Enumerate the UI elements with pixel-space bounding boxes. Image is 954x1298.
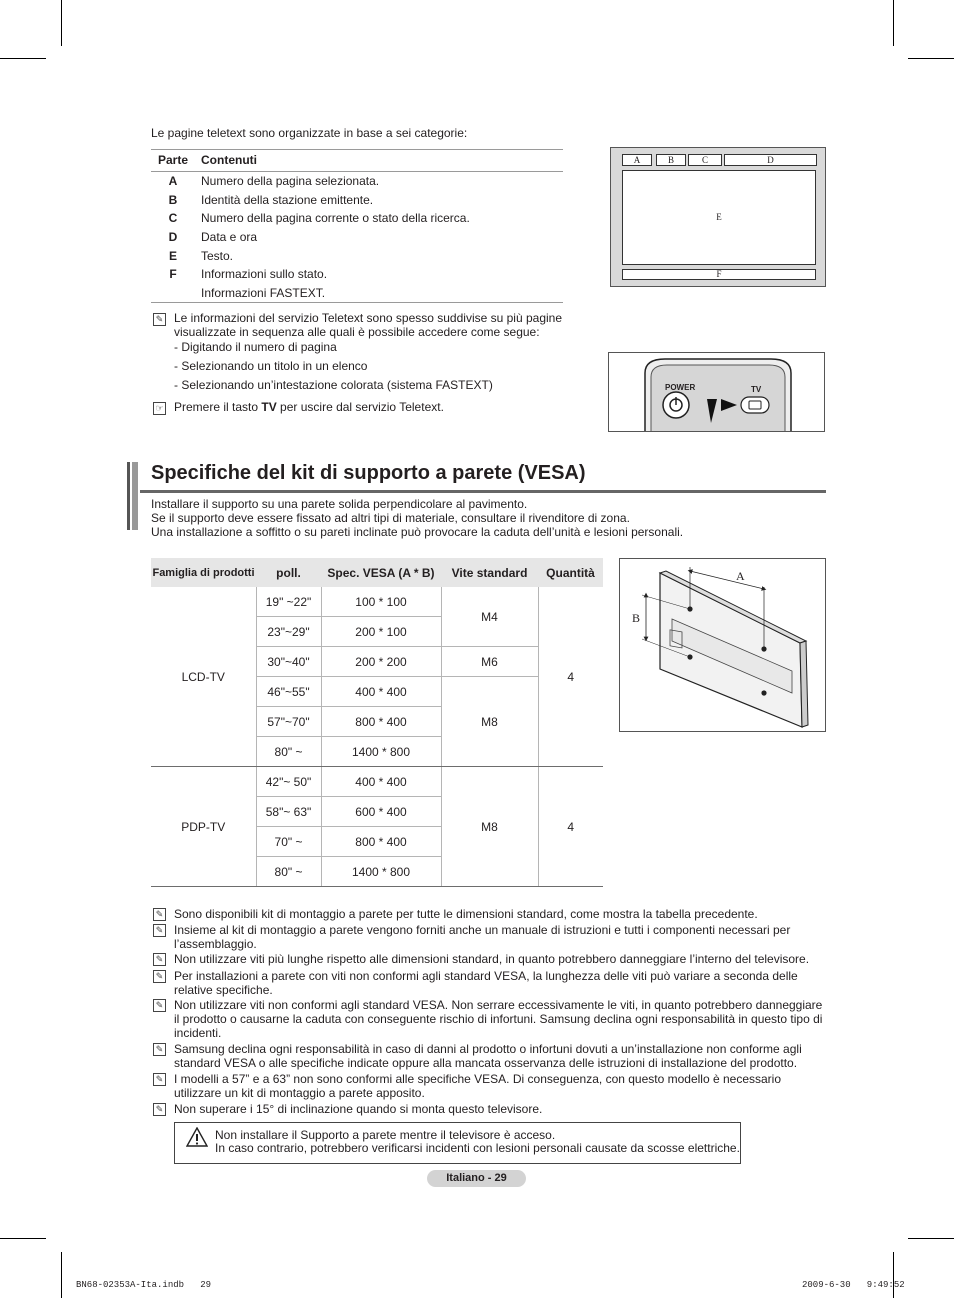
diagram-label-b: B [656, 154, 686, 166]
col-header: Famiglia di prodotti [151, 558, 256, 587]
spec-cell: 200 * 200 [321, 647, 441, 677]
screw-cell: M4 [441, 587, 538, 647]
inch-cell: 42"~ 50" [256, 767, 321, 797]
header-content: Contenuti [201, 153, 257, 167]
spec-cell: 400 * 400 [321, 767, 441, 797]
teletext-row [151, 172, 563, 190]
table-header-row [151, 558, 603, 587]
bullet-text: Digitando il numero di pagina [181, 340, 337, 354]
table-rule [151, 302, 563, 303]
remote-illustration [608, 352, 825, 432]
table-row [151, 767, 603, 797]
col-header: Spec. VESA (A * B) [321, 558, 441, 587]
col-header: poll. [256, 558, 321, 587]
family-cell: PDP-TV [151, 767, 256, 887]
vesa-intro-line: Installare il supporto su una parete solida perpendicolare al pavimento. [151, 497, 528, 511]
screw-cell: M8 [441, 767, 538, 887]
screw-cell: M8 [441, 677, 538, 767]
teletext-row [151, 247, 563, 265]
note-item: Per installazioni a parete con viti non conformi agli standard VESA, la lunghezza delle viti può variare a seconda delle relative specifiche. [174, 969, 798, 997]
teletext-row [151, 209, 563, 227]
note-item: Non utilizzare viti non conformi agli standard VESA. Non serrare eccessivamente le viti, in quanto potrebbero danneggiare il prodotto o causarne la caduta con conseguente rischio di infortuni. Samsung declina ogni responsabilità in questo tipo di incidenti. [174, 998, 823, 1040]
note-icon: ✎ [153, 908, 166, 921]
row-content: Data e ora [201, 230, 258, 244]
note-icon: ✎ [153, 924, 166, 937]
crop-mark [893, 1252, 894, 1298]
crop-mark [893, 0, 894, 46]
bullet-item: - Selezionando un titolo in un elenco [174, 359, 368, 373]
title-underline [140, 490, 826, 493]
qty-cell: 4 [538, 767, 603, 887]
note-icon: ✎ [153, 313, 166, 326]
spec-cell: 600 * 400 [321, 797, 441, 827]
teletext-row [151, 191, 563, 209]
crop-mark [908, 58, 954, 59]
crop-mark [61, 1252, 62, 1298]
crop-mark [61, 0, 62, 46]
spec-cell: 800 * 400 [321, 827, 441, 857]
remote-drawing [609, 353, 824, 431]
row-content: Numero della pagina corrente o stato della ricerca. [201, 211, 470, 225]
teletext-note: Le informazioni del servizio Teletext sono spesso suddivise su più pagine visualizzate in sequenza alle quali è possibile accedere come segue: [174, 311, 563, 339]
inch-cell: 80" ~ [256, 857, 321, 887]
diagram-label-d: D [724, 154, 817, 166]
table-rule [151, 149, 563, 150]
teletext-screen-diagram [610, 147, 826, 287]
press-pre: Premere il tasto [174, 400, 262, 414]
diagram-label-a: A [622, 154, 652, 166]
spec-cell: 1400 * 800 [321, 737, 441, 767]
inch-cell: 57"~70" [256, 707, 321, 737]
dimension-label-b: B [632, 611, 641, 625]
teletext-row [151, 228, 563, 246]
spec-cell: 800 * 400 [321, 707, 441, 737]
row-content: Testo. [201, 249, 234, 263]
row-content: Identità della stazione emittente. [201, 193, 374, 207]
diagram-label-e: E [622, 170, 816, 265]
note-item: Sono disponibili kit di montaggio a parete per tutte le dimensioni standard, come mostra la tabella precedente. [174, 907, 758, 921]
row-part: C [168, 211, 178, 225]
bullet-text: Selezionando un’intestazione colorata (sistema FASTEXT) [181, 378, 493, 392]
footer-file: BN68-02353A-Ita.indb 29 [76, 1280, 212, 1290]
tv-back-drawing [620, 559, 825, 731]
spec-cell: 1400 * 800 [321, 857, 441, 887]
note-icon: ✎ [153, 1103, 166, 1116]
press-post: per uscire dal servizio Teletext. [276, 400, 444, 414]
inch-cell: 19" ~22" [256, 587, 321, 617]
teletext-row [151, 265, 563, 283]
warning-line: In caso contrario, potrebbero verificarsi incidenti con lesioni personali causate da scosse elettriche. [215, 1141, 740, 1155]
row-part: B [168, 193, 178, 207]
note-item: Samsung declina ogni responsabilità in caso di danni al prodotto o infortuni dovuti a un’installazione non conforme agli standard VESA o alle specifiche indicate oppure alla mancata osservanza delle istruzioni di installazione del prodotto. [174, 1042, 802, 1070]
inch-cell: 23"~29" [256, 617, 321, 647]
table-row [151, 587, 603, 617]
wall-mount-diagram [619, 558, 826, 732]
note-icon: ✎ [153, 999, 166, 1012]
note-item: Insieme al kit di montaggio a parete vengono forniti anche un manuale di istruzioni e tutti i componenti necessari per l’assemblaggio. [174, 923, 791, 951]
note-item: Non utilizzare viti più lunghe rispetto alle dimensioni standard, in quanto potrebbero danneggiare l’interno del televisore. [174, 952, 810, 966]
row-content: Informazioni sullo stato. [201, 267, 328, 281]
spec-cell: 200 * 100 [321, 617, 441, 647]
teletext-row [151, 284, 563, 302]
vesa-intro-line: Una installazione a soffitto o su pareti inclinate può provocare la caduta dell’unità e lesioni personali. [151, 525, 684, 539]
spec-cell: 100 * 100 [321, 587, 441, 617]
qty-cell: 4 [538, 587, 603, 767]
crop-mark [0, 58, 46, 59]
spec-cell: 400 * 400 [321, 677, 441, 707]
screw-cell: M6 [441, 647, 538, 677]
remote-power-label: POWER [665, 383, 696, 392]
col-header: Quantità [538, 558, 603, 587]
note-icon: ✎ [153, 1043, 166, 1056]
diagram-label-f: F [622, 269, 816, 280]
press-tv-instruction [174, 400, 444, 414]
teletext-intro: Le pagine teletext sono organizzate in base a sei categorie: [151, 126, 468, 140]
row-part: E [168, 249, 177, 263]
inch-cell: 70" ~ [256, 827, 321, 857]
hand-icon: ☞ [153, 402, 166, 415]
inch-cell: 58"~ 63" [256, 797, 321, 827]
note-icon: ✎ [153, 970, 166, 983]
bullet-item: - Selezionando un’intestazione colorata (sistema FASTEXT) [174, 378, 493, 392]
diagram-label-c: C [688, 154, 722, 166]
vesa-intro-line: Se il supporto deve essere fissato ad altri tipi di materiale, consultare il rivenditore di zona. [151, 511, 630, 525]
section-title: Specifiche del kit di supporto a parete (VESA) [151, 462, 586, 484]
note-item: Non superare i 15° di inclinazione quando si monta questo televisore. [174, 1102, 543, 1116]
warning-line: Non installare il Supporto a parete mentre il televisore è acceso. [215, 1128, 556, 1142]
warning-box [174, 1122, 741, 1164]
bullet-text: Selezionando un titolo in un elenco [181, 359, 368, 373]
header-part: Parte [157, 153, 189, 167]
inch-cell: 30"~40" [256, 647, 321, 677]
press-key: TV [261, 400, 277, 414]
note-icon: ✎ [153, 953, 166, 966]
note-item: I modelli a 57” e a 63” non sono conformi alle specifiche VESA. Di conseguenza, con questo modello è necessario utilizzare un kit di montaggio a parete apposito. [174, 1072, 782, 1100]
inch-cell: 46"~55" [256, 677, 321, 707]
footer-datetime: 2009-6-30 9:49:52 [802, 1280, 905, 1290]
remote-tv-label: TV [751, 385, 762, 394]
row-part: A [168, 174, 178, 188]
section-bar [132, 462, 138, 530]
crop-mark [908, 1238, 954, 1239]
family-cell: LCD-TV [151, 587, 256, 767]
bullet-item: - Digitando il numero di pagina [174, 340, 337, 354]
note-icon: ✎ [153, 1073, 166, 1086]
page-number-badge: Italiano - 29 [427, 1170, 526, 1187]
crop-mark [0, 1238, 46, 1239]
row-content: Numero della pagina selezionata. [201, 174, 380, 188]
row-part: F [169, 267, 177, 281]
dimension-label-a: A [736, 569, 745, 583]
row-content: Informazioni FASTEXT. [201, 286, 326, 300]
col-header: Vite standard [441, 558, 538, 587]
vesa-table [151, 558, 603, 887]
teletext-table-header [151, 151, 563, 169]
warning-icon [186, 1127, 208, 1147]
row-part: D [168, 230, 178, 244]
section-bar [127, 462, 130, 530]
inch-cell: 80" ~ [256, 737, 321, 767]
